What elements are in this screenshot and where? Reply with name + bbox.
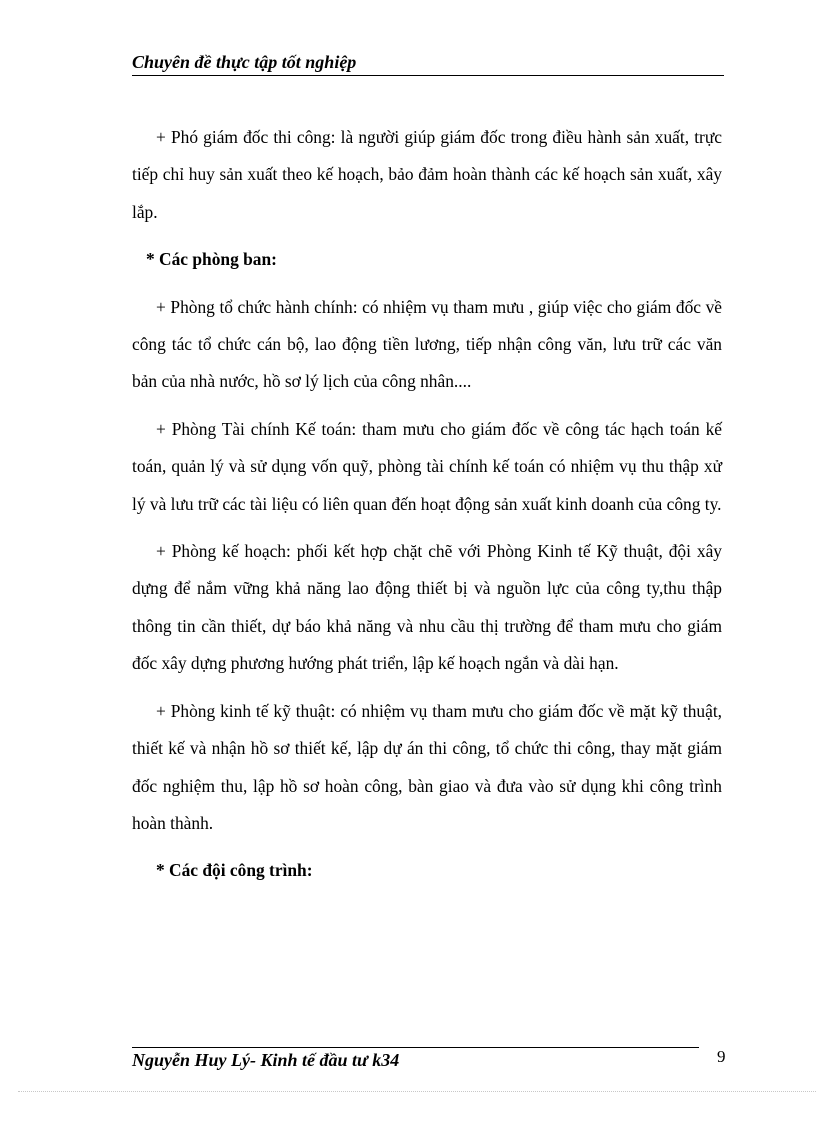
section-heading-departments: * Các phòng ban: bbox=[146, 249, 277, 270]
footer-rule bbox=[132, 1047, 699, 1048]
footer-author: Nguyễn Huy Lý- Kinh tế đầu tư k34 bbox=[132, 1050, 400, 1070]
paragraph-planning-department: + Phòng kế hoạch: phối kết hợp chặt chẽ với Phòng Kinh tế Kỹ thuật, đội xây dựng để nắm vững khả năng lao động thiết bị và nguồn lực của công ty,thu thập thông tin cần thiết, dự báo khả năng và nhu cầu thị trường để tham mưu cho giám đốc xây dựng phương hướng phát triển, lập kế hoạch ngắn và dài hạn. bbox=[132, 541, 722, 674]
page-edge-divider bbox=[18, 1091, 816, 1092]
body-text bbox=[132, 119, 722, 900]
paragraph-technical-department: + Phòng kinh tế kỹ thuật: có nhiệm vụ tham mưu cho giám đốc về mặt kỹ thuật, thiết kế và nhận hồ sơ thiết kế, lập dự án thi công, tổ chức thi công, thay mặt giám đốc nghiệm thu, lập hồ sơ hoàn công, bàn giao và đưa vào sử dụng khi công trình hoàn thành. bbox=[132, 700, 722, 833]
header-rule bbox=[132, 75, 724, 76]
page-number: 9 bbox=[717, 1047, 726, 1066]
paragraph-finance-department: + Phòng Tài chính Kế toán: tham mưu cho giám đốc về công tác hạch toán kế toán, quản lý và sử dụng vốn quỹ, phòng tài chính kế toán có nhiệm vụ thu thập xử lý và lưu trữ các tài liệu có liên quan đến hoạt động sản xuất kinh doanh của công ty. bbox=[132, 418, 722, 514]
paragraph-deputy-director: + Phó giám đốc thi công: là người giúp giám đốc trong điều hành sản xuất, trực tiếp chỉ huy sản xuất theo kế hoạch, bảo đảm hoàn thành các kế hoạch sản xuất, xây lắp. bbox=[132, 127, 722, 222]
paragraph-admin-department: + Phòng tổ chức hành chính: có nhiệm vụ tham mưu , giúp việc cho giám đốc về công tác tổ chức cán bộ, lao động tiền lương, tiếp nhận công văn, lưu trữ các văn bản của nhà nước, hồ sơ lý lịch của công nhân.... bbox=[132, 296, 722, 392]
section-heading-construction-teams: * Các đội công trình: bbox=[156, 860, 313, 881]
running-header-title: Chuyên đề thực tập tốt nghiệp bbox=[132, 52, 357, 72]
